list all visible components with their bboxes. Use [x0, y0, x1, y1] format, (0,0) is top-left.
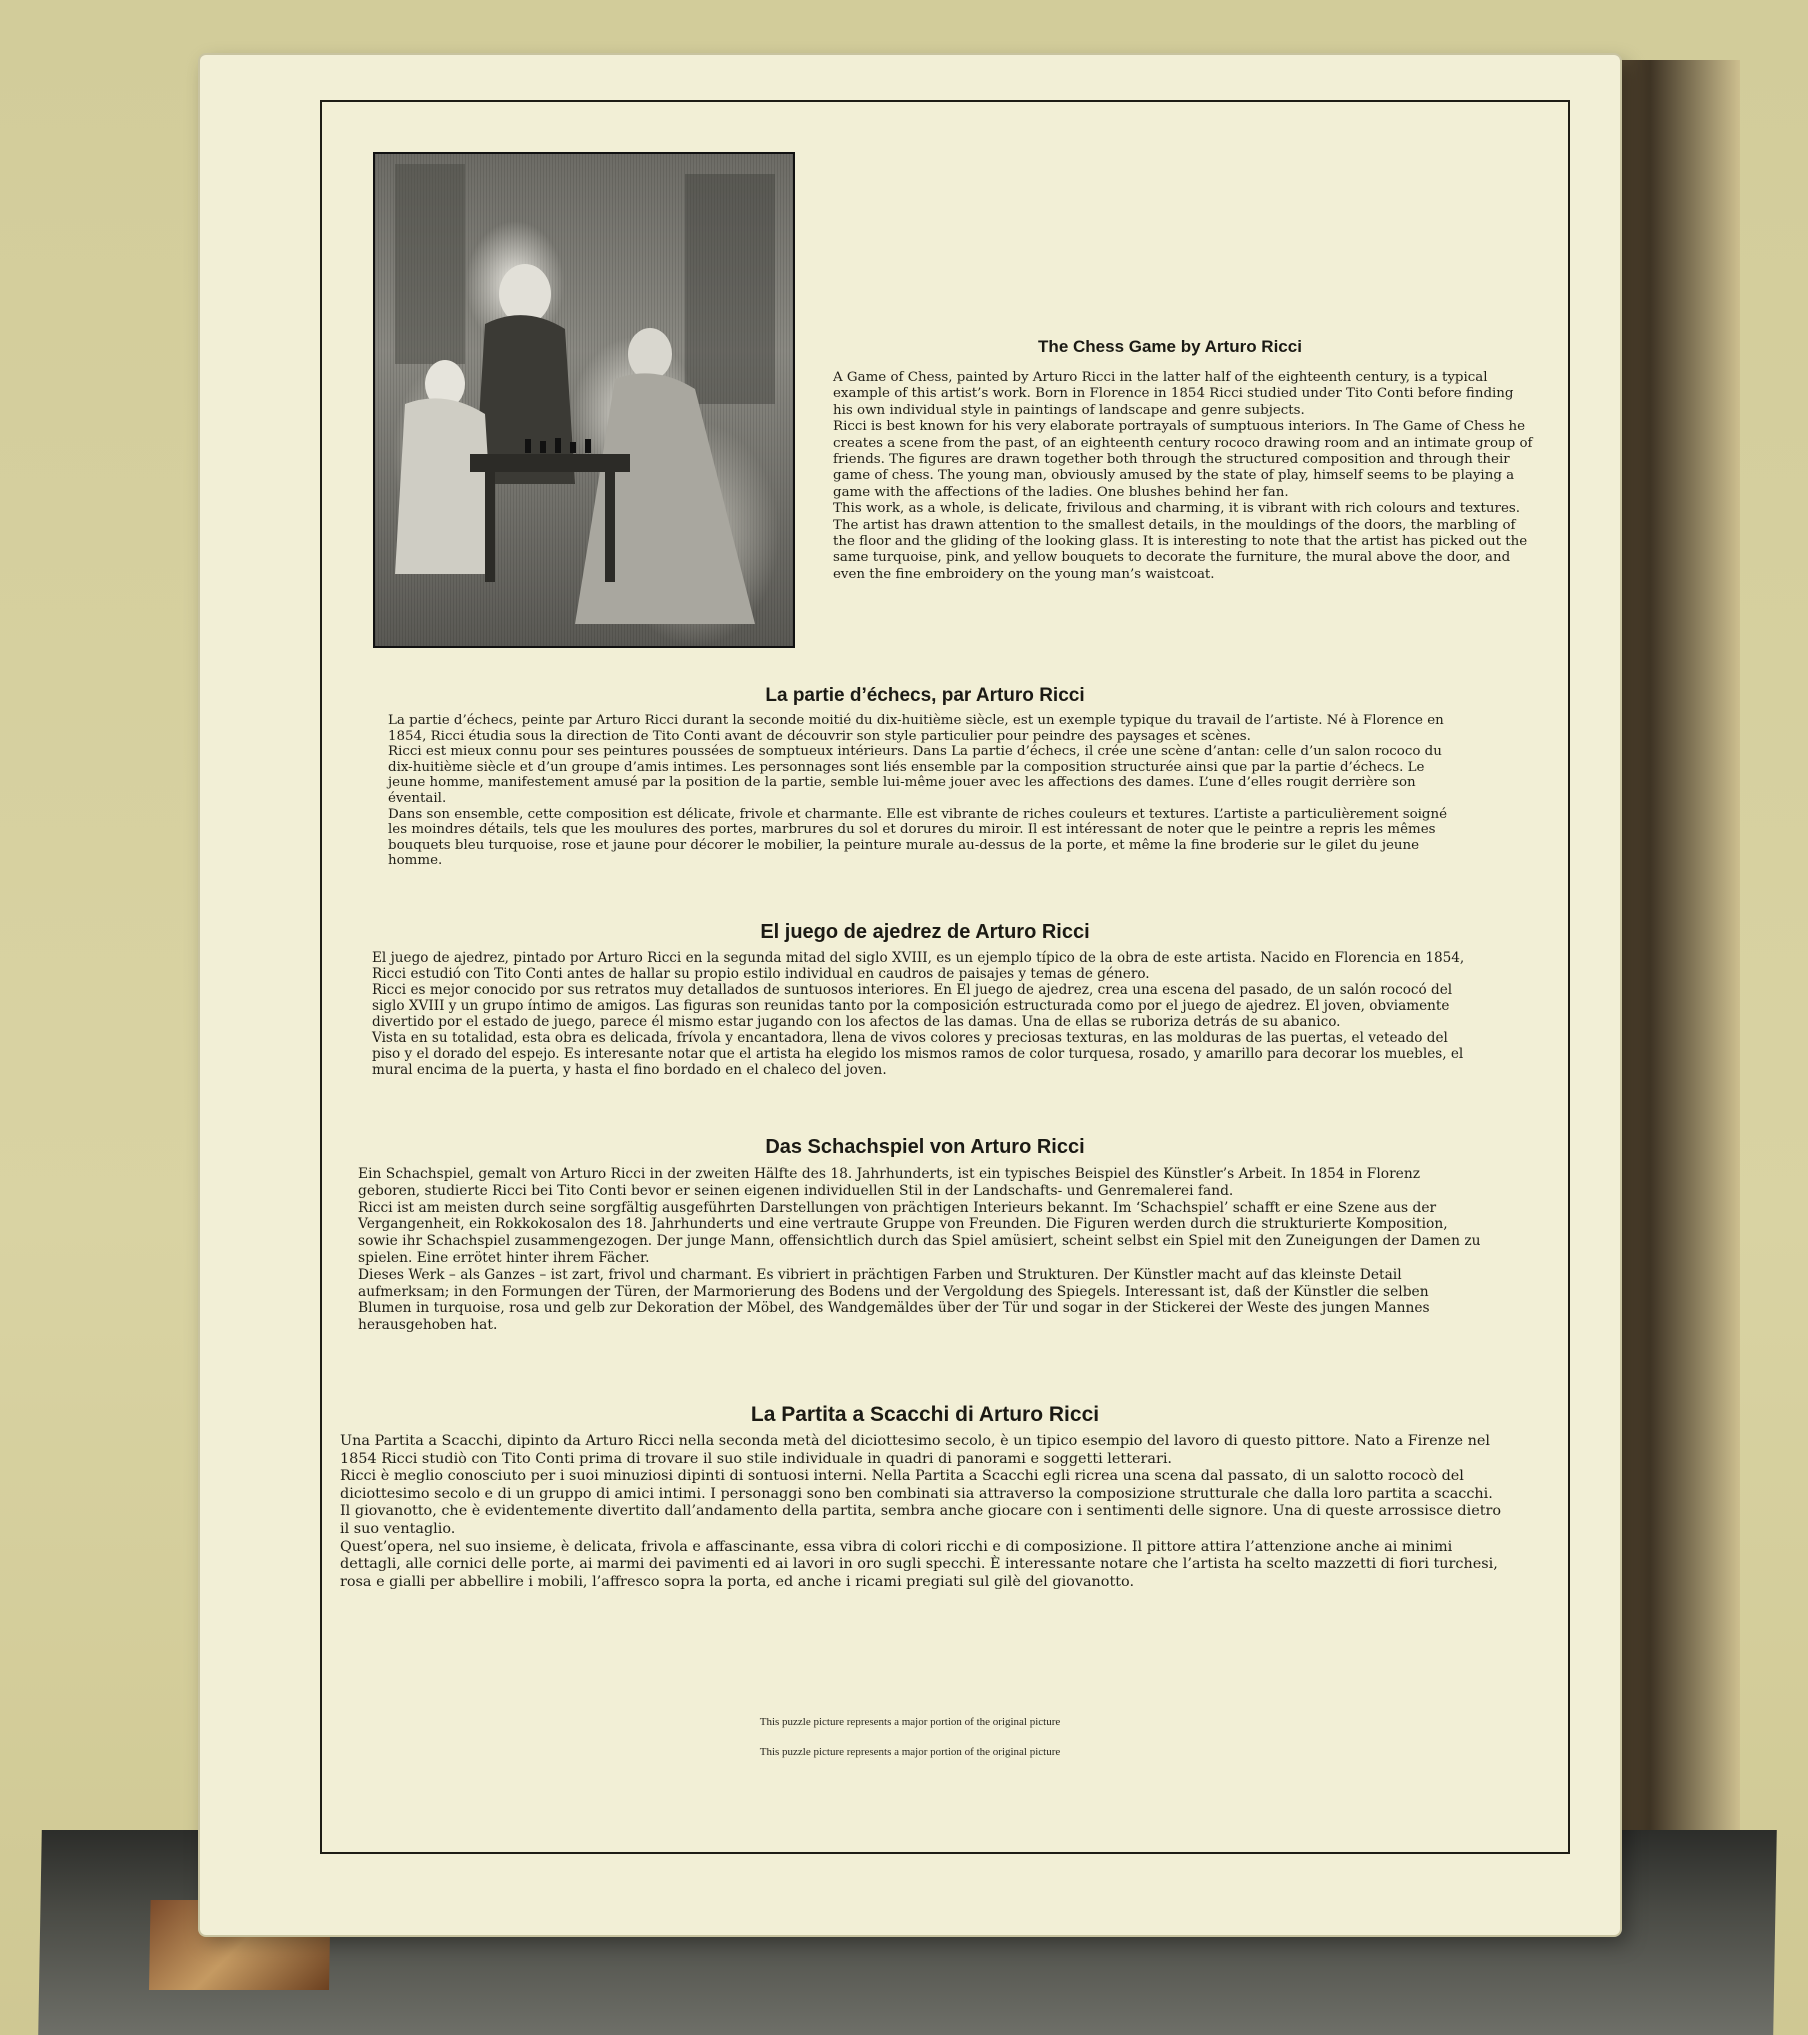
spanish-text — [372, 950, 1472, 1078]
english-paragraph: A Game of Chess, painted by Arturo Ricci in the latter half of the eighteenth century, is a typical example of this artist’s work. Born in Florence in 1854 Ricci studied under Tito Conti before finding his own individual style in paintings of landscape and genre subjects. — [833, 370, 1514, 418]
french-paragraph: Ricci est mieux connu pour ses peintures poussées de somptueux intérieurs. Dans La partie d’échecs, il crée une scène d’antan: celle d’un salon rococo du dix-huitième siècle et d’un groupe d’amis intimes. Les personnages sont liés ensemble par la composition structurée ainsi que par la partie d’échecs. Le jeune homme, manifestement amusé par la position de la partie, semble lui-même jouer avec les affections des dames. L’une d’elles rougit derrière son éventail. — [388, 744, 1442, 806]
french-paragraph: La partie d’échecs, peinte par Arturo Ricci durant la seconde moitié du dix-huitième siècle, est un exemple typique du travail de l’artiste. Né à Florence en 1854, Ricci étudia sous la direction de Tito Conti avant de découvrir son style particulier pour peindre des paysages et scènes. — [388, 713, 1444, 744]
german-paragraph: Ein Schachspiel, gemalt von Arturo Ricci in der zweiten Hälfte des 18. Jahrhunderts, ist ein typisches Beispiel des Künstler’s Arbeit. In 1854 in Florenz geboren, studierte Ricci bei Tito Conti bevor er seinen eigenen individuellen Stil in der Landschafts- und Genremalerei fand. — [358, 1166, 1420, 1199]
english-paragraph: This work, as a whole, is delicate, frivilous and charming, it is vibrant with rich colours and textures. The artist has drawn attention to the smallest details, in the mouldings of the doors, the marbling of the floor and the gliding of the looking glass. It is interesting to note that the artist has picked out the same turquoise, pink, and yellow bouquets to decorate the furniture, the mural above the door, and even the fine embroidery on the young man’s waistcoat. — [833, 501, 1528, 582]
german-text — [358, 1166, 1486, 1334]
spanish-paragraph: El juego de ajedrez, pintado por Arturo Ricci en la segunda mitad del siglo XVIII, es un ejemplo típico de la obra de este artista. Nacido en Florencia en 1854, Ricci estudió con Tito Conti antes de hallar su propio estilo individual en caudros de paisajes y temas de género. — [372, 950, 1465, 982]
chess-game-engraving-image — [373, 152, 795, 648]
english-paragraph: Ricci is best known for his very elaborate portrayals of sumptuous interiors. In The Game of Chess he creates a scene from the past, of an eighteenth century rococo drawing room and an intimate group of friends. The figures are drawn together both through the structured composition and through their game of chess. The young man, obviously amused by the state of play, himself seems to be playing a game with the affections of the ladies. One blushes behind her fan. — [833, 419, 1533, 500]
french-paragraph: Dans son ensemble, cette composition est délicate, frivole et charmante. Elle est vibrante de riches couleurs et textures. L’artiste a particulièrement soigné les moindres détails, tels que les moulures des portes, marbrures du sol et dorures du miroir. Il est intéressant de noter que le peintre a repris les mêmes bouquets bleu turquoise, rose et jaune pour décorer le mobilier, la peinture murale au-dessus de la porte, et même la fine broderie sur le gilet du jeune homme. — [388, 806, 1448, 869]
puzzle-note: This puzzle picture represents a major portion of the original picture — [759, 1716, 1061, 1728]
english-text — [833, 370, 1533, 583]
spanish-title: El juego de ajedrez de Arturo Ricci — [760, 921, 1090, 943]
english-title: The Chess Game by Arturo Ricci — [1038, 337, 1302, 356]
french-text — [388, 713, 1463, 869]
italian-paragraph: Quest’opera, nel suo insieme, è delicata, frivola e affascinante, essa vibra di colori ricchi e di composizione. Il pittore attira l’attenzione anche ai minimi dettagli, alle cornici delle porte, ai marmi dei pavimenti ed ai lavori in oro sugli specchi. È interessante notare che l’artista ha scelto mazzetti di fiori turchesi, rosa e gialli per abbellire i mobili, l’affresco sopra la porta, ed anche i ricami pregiati sul gilè del giovanotto. — [340, 1538, 1498, 1590]
german-paragraph: Dieses Werk – als Ganzes – ist zart, frivol und charmant. Es vibriert in prächtigen Farben und Strukturen. Der Künstler macht auf das kleinste Detail aufmerksam; in den Formungen der Türen, der Marmorierung des Bodens und der Vergoldung des Spiegels. Interessant ist, daß der Künstler die selben Blumen in turquoise, rosa und gelb zur Dekoration der Möbel, des Wandgemäldes über der Tür und sogar in der Stickerei der Weste des jungen Mannes herausgehoben hat. — [358, 1266, 1430, 1334]
french-title: La partie d’échecs, par Arturo Ricci — [765, 685, 1085, 706]
italian-title: La Partita a Scacchi di Arturo Ricci — [750, 1403, 1100, 1426]
italian-paragraph: Ricci è meglio conosciuto per i suoi minuziosi dipinti di sontuosi interni. Nella Partita a Scacchi egli ricrea una scena dal passato, di un salotto rococò del diciottesimo secolo e di un gruppo di amici intimi. I personaggi sono ben combinati sia attraverso la composizione strutturale che dalla loro partita a scacchi. Il giovanotto, che è evidentemente divertito dall’andamento della partita, sembra anche giocare con i sentimenti delle signore. Una di queste arrossisce dietro il suo ventaglio. — [340, 1468, 1502, 1537]
italian-text — [340, 1433, 1505, 1591]
spanish-paragraph: Ricci es mejor conocido por sus retratos muy detallados de suntuosos interiores. En El juego de ajedrez, crea una escena del pasado, de un salón rococó del siglo XVIII y un grupo íntimo de amigos. Las figuras son reunidas tanto por la composición estructurada como por el juego de ajedrez. El joven, obviamente divertido por el estado de juego, parece él mismo estar jugando con los afectos de las damas. Una de ellas se ruboriza detrás de su abanico. — [372, 982, 1453, 1030]
engraving-figures — [375, 154, 793, 646]
puzzle-note: This puzzle picture represents a major portion of the original picture — [759, 1746, 1061, 1758]
german-title: Das Schachspiel von Arturo Ricci — [765, 1136, 1085, 1158]
spanish-paragraph: Vista en su totalidad, esta obra es delicada, frívola y encantadora, llena de vivos colores y preciosas texturas, en las molduras de las puertas, el veteado del piso y el dorado del espejo. Es interesante notar que el artista ha elegido los mismos ramos de color turquesa, rosado, y amarillo para decorar los muebles, el mural encima de la puerta, y hasta el fino bordado en el chaleco del joven. — [372, 1030, 1464, 1078]
italian-paragraph: Una Partita a Scacchi, dipinto da Arturo Ricci nella seconda metà del diciottesimo secolo, è un tipico esempio del lavoro di questo pittore. Nato a Firenze nel 1854 Ricci studiò con Tito Conti prima di trovare il suo stile individuale in quadri di panorami e soggetti letterari. — [340, 1433, 1491, 1467]
german-paragraph: Ricci ist am meisten durch seine sorgfältig ausgeführten Darstellungen von prächtigen Interieurs bekannt. Im ‘Schachspiel’ schafft er eine Szene aus der Vergangenheit, ein Rokkokosalon des 18. Jahrhunderts und eine vertraute Gruppe von Freunden. Die Figuren werden durch die strukturierte Komposition, sowie ihr Schachspiel zusammengezogen. Der junge Mann, offensichtlich durch das Spiel amüsiert, scheint selbst ein Spiel mit den Zuneigungen der Damen zu spielen. Eine errötet hinter ihrem Fächer. — [358, 1199, 1481, 1266]
